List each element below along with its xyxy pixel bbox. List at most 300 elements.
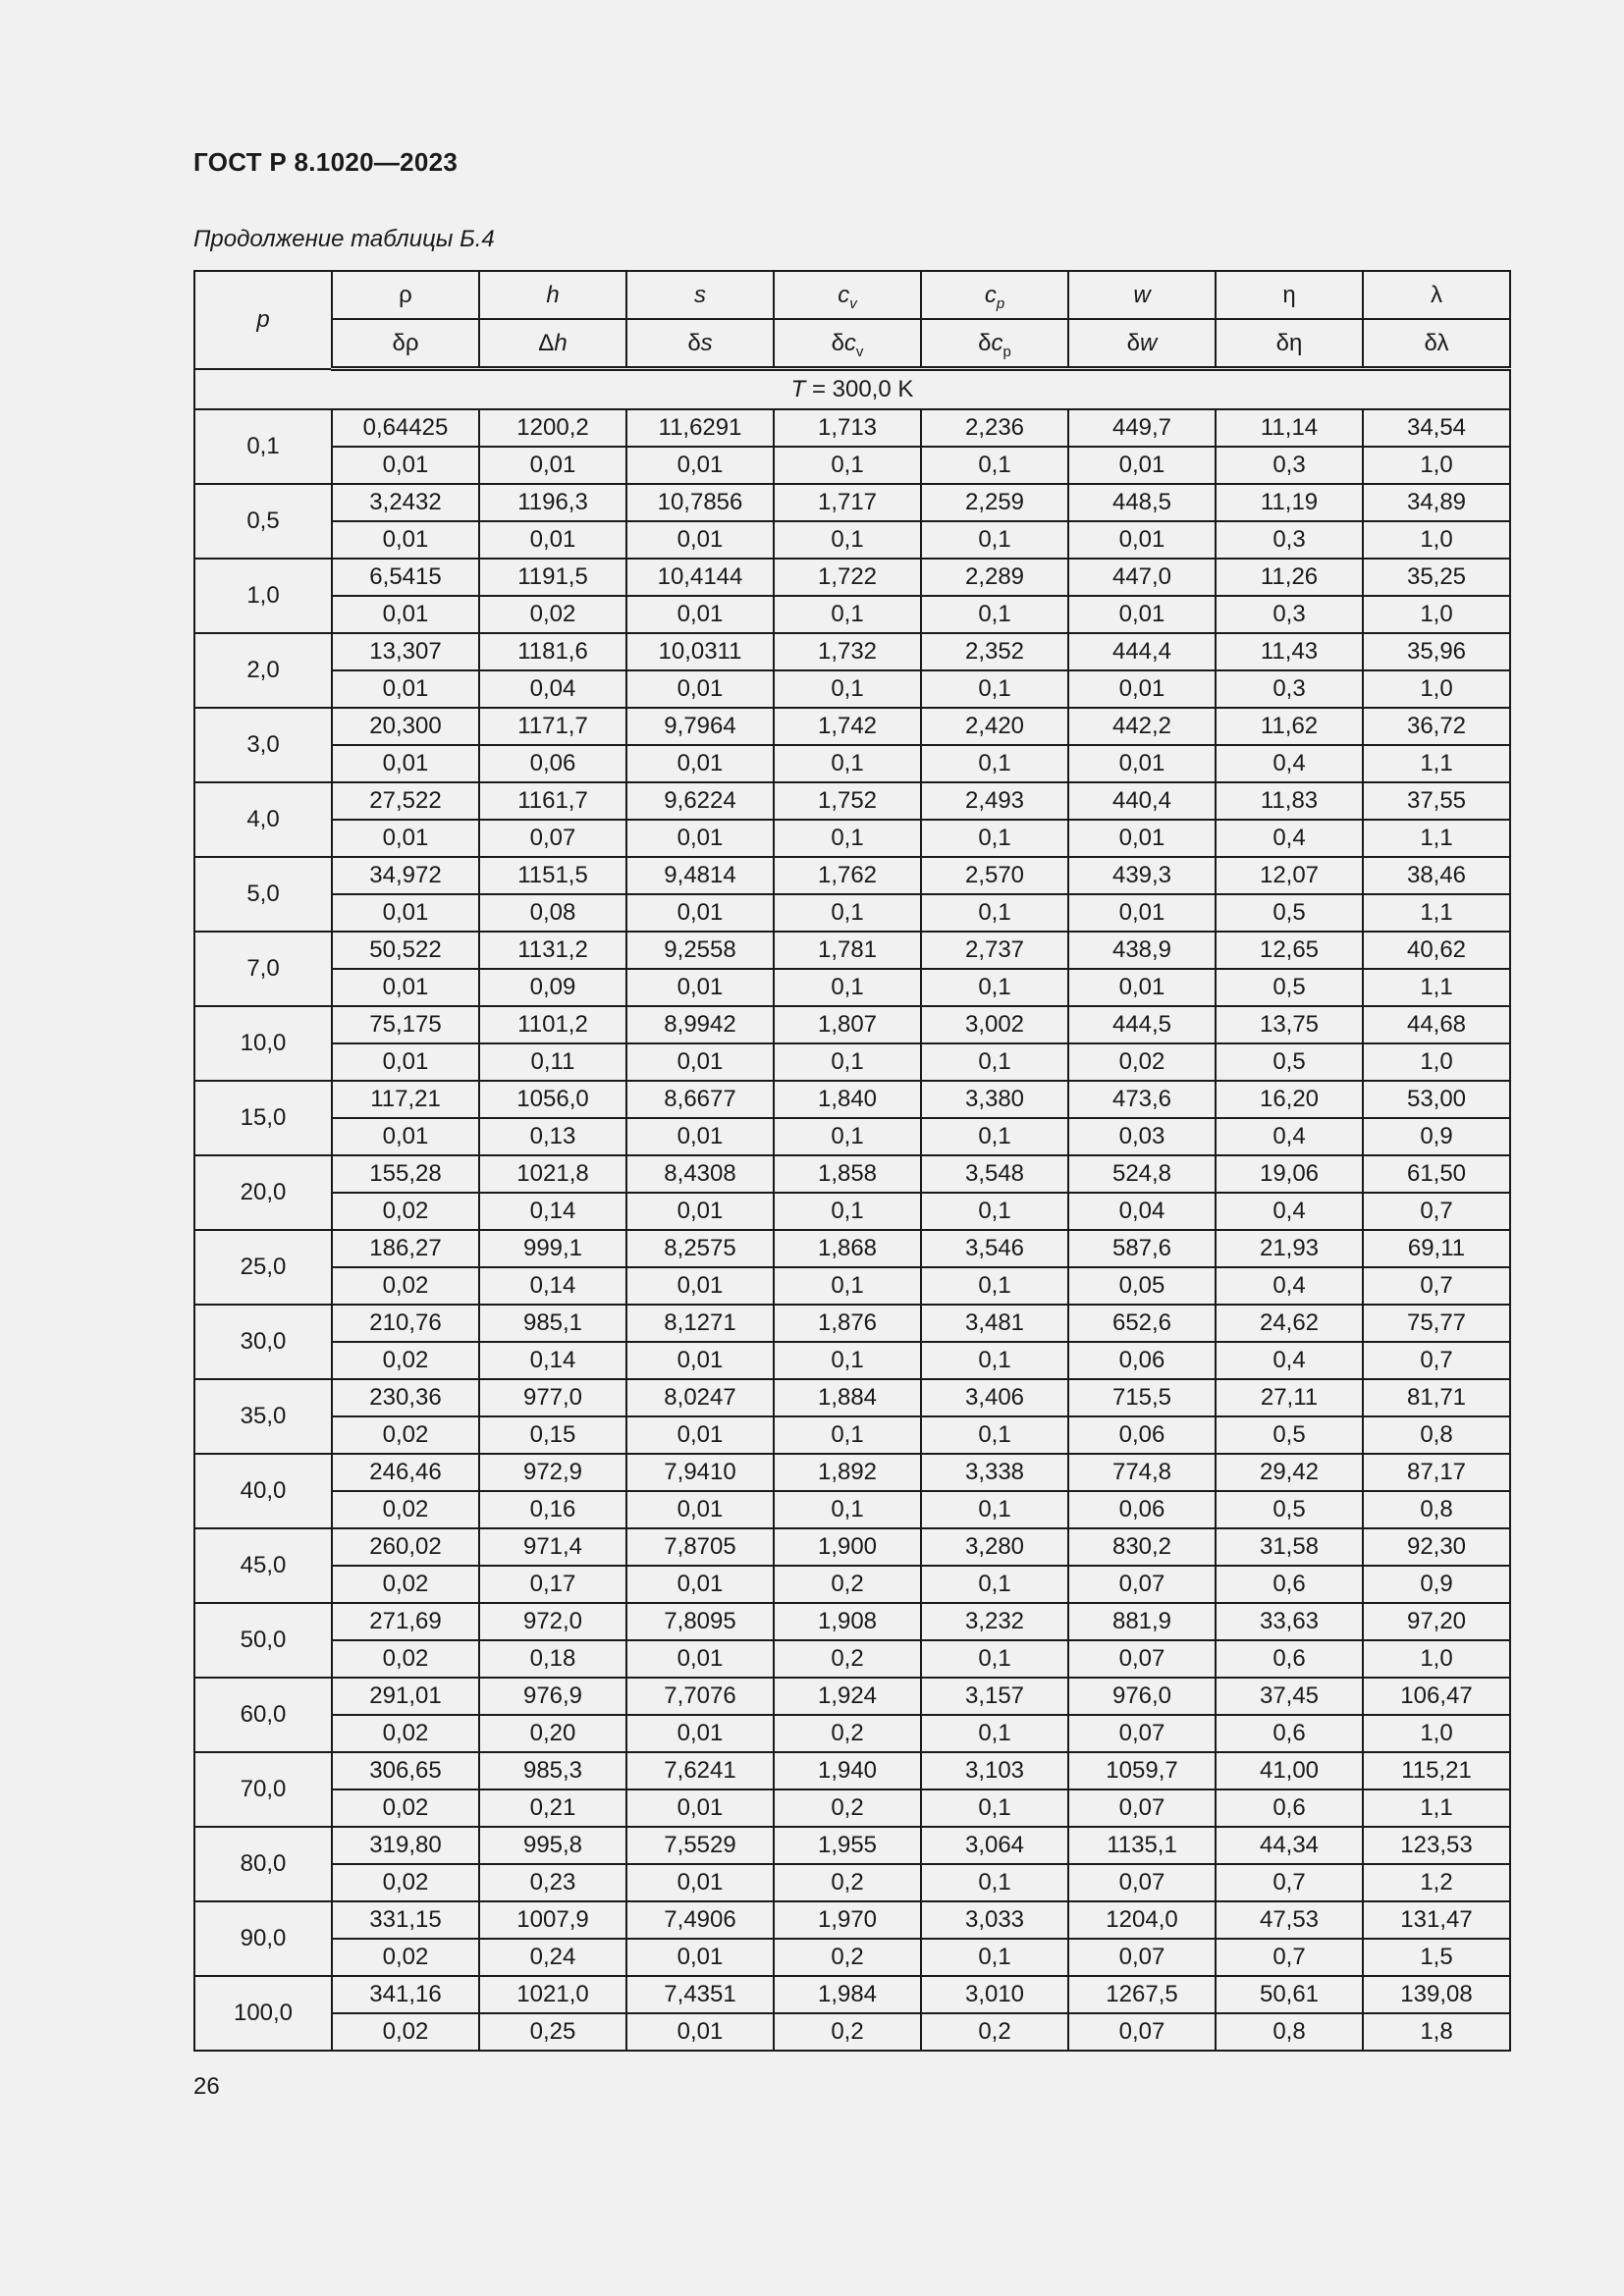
table-row-uncertainties (194, 1789, 1510, 1827)
table-row-uncertainties (194, 1864, 1510, 1901)
header-quantity (921, 271, 1068, 319)
uncertainty-cell: 0,17 (479, 1566, 626, 1603)
table-row-uncertainties (194, 1566, 1510, 1603)
value-cell: 37,55 (1363, 782, 1510, 820)
value-cell: 33,63 (1216, 1603, 1363, 1640)
table-row-uncertainties (194, 596, 1510, 633)
value-cell: 210,76 (332, 1305, 479, 1342)
value-cell: 1,924 (774, 1678, 921, 1715)
value-cell: 2,289 (921, 559, 1068, 596)
header-uncertainty-prefix: δ (1126, 330, 1140, 356)
uncertainty-cell: 0,01 (626, 1416, 774, 1454)
uncertainty-cell: 0,02 (332, 1566, 479, 1603)
value-cell: 38,46 (1363, 857, 1510, 894)
value-cell: 1,732 (774, 633, 921, 670)
pressure-cell: 100,0 (194, 1976, 332, 2051)
uncertainty-cell: 0,01 (626, 894, 774, 932)
value-cell: 3,546 (921, 1230, 1068, 1267)
uncertainty-cell: 0,2 (774, 1640, 921, 1678)
table-row-values (194, 1155, 1510, 1193)
pressure-cell: 50,0 (194, 1603, 332, 1678)
value-cell: 976,9 (479, 1678, 626, 1715)
uncertainty-cell: 0,11 (479, 1043, 626, 1081)
uncertainty-cell: 0,02 (332, 1640, 479, 1678)
value-cell: 13,75 (1216, 1006, 1363, 1043)
table-row-values (194, 409, 1510, 447)
value-cell: 10,4144 (626, 559, 774, 596)
value-cell: 131,47 (1363, 1901, 1510, 1939)
uncertainty-cell: 0,1 (921, 1491, 1068, 1528)
uncertainty-cell: 0,20 (479, 1715, 626, 1752)
value-cell: 2,352 (921, 633, 1068, 670)
table-row-uncertainties (194, 1640, 1510, 1678)
uncertainty-cell: 0,01 (1068, 745, 1216, 782)
uncertainty-cell: 1,1 (1363, 1789, 1510, 1827)
value-cell: 44,68 (1363, 1006, 1510, 1043)
uncertainty-cell: 0,1 (921, 1342, 1068, 1379)
value-cell: 40,62 (1363, 932, 1510, 969)
value-cell: 1,876 (774, 1305, 921, 1342)
value-cell: 7,7076 (626, 1678, 774, 1715)
value-cell: 9,7964 (626, 708, 774, 745)
pressure-cell: 80,0 (194, 1827, 332, 1901)
value-cell: 11,14 (1216, 409, 1363, 447)
value-cell: 439,3 (1068, 857, 1216, 894)
uncertainty-cell: 0,05 (1068, 1267, 1216, 1305)
uncertainty-cell: 0,1 (921, 1864, 1068, 1901)
pressure-cell: 35,0 (194, 1379, 332, 1454)
value-cell: 31,58 (1216, 1528, 1363, 1566)
value-cell: 34,89 (1363, 484, 1510, 521)
uncertainty-cell: 0,3 (1216, 521, 1363, 559)
uncertainty-cell: 1,1 (1363, 894, 1510, 932)
header-uncertainty-prefix: δ (392, 330, 406, 356)
header-uncertainty (1216, 319, 1363, 369)
pressure-cell: 25,0 (194, 1230, 332, 1305)
header-quantity-symbol: s (694, 282, 706, 308)
uncertainty-cell: 0,1 (921, 1789, 1068, 1827)
uncertainty-cell: 0,1 (774, 1491, 921, 1528)
uncertainty-cell: 0,01 (1068, 447, 1216, 484)
uncertainty-cell: 0,02 (479, 596, 626, 633)
properties-table (193, 270, 1511, 2052)
uncertainty-cell: 0,02 (332, 1491, 479, 1528)
uncertainty-cell: 0,04 (479, 670, 626, 708)
table-row-values (194, 1305, 1510, 1342)
value-cell: 230,36 (332, 1379, 479, 1416)
uncertainty-cell: 0,01 (1068, 969, 1216, 1006)
pressure-cell: 1,0 (194, 559, 332, 633)
uncertainty-cell: 0,1 (921, 447, 1068, 484)
uncertainty-cell: 0,1 (921, 745, 1068, 782)
header-uncertainty-symbol: h (554, 330, 568, 356)
pressure-cell: 5,0 (194, 857, 332, 932)
value-cell: 7,4906 (626, 1901, 774, 1939)
uncertainty-cell: 0,01 (1068, 820, 1216, 857)
table-row-values (194, 559, 1510, 596)
pressure-cell: 7,0 (194, 932, 332, 1006)
value-cell: 61,50 (1363, 1155, 1510, 1193)
value-cell: 587,6 (1068, 1230, 1216, 1267)
uncertainty-cell: 0,4 (1216, 820, 1363, 857)
value-cell: 524,8 (1068, 1155, 1216, 1193)
value-cell: 1191,5 (479, 559, 626, 596)
header-quantity-subscript: p (996, 295, 1005, 312)
uncertainty-cell: 0,01 (626, 745, 774, 782)
uncertainty-cell: 0,1 (921, 596, 1068, 633)
value-cell: 1181,6 (479, 633, 626, 670)
value-cell: 10,0311 (626, 633, 774, 670)
value-cell: 985,1 (479, 1305, 626, 1342)
header-quantity (626, 271, 774, 319)
header-uncertainty-symbol: c (843, 330, 856, 356)
uncertainty-cell: 1,1 (1363, 745, 1510, 782)
value-cell: 34,972 (332, 857, 479, 894)
value-cell: 1,900 (774, 1528, 921, 1566)
table-row-uncertainties (194, 447, 1510, 484)
value-cell: 1,908 (774, 1603, 921, 1640)
uncertainty-cell: 0,01 (332, 1118, 479, 1155)
value-cell: 3,033 (921, 1901, 1068, 1939)
header-quantity (479, 271, 626, 319)
header-quantity-symbol: h (546, 282, 560, 308)
uncertainty-cell: 1,0 (1363, 1640, 1510, 1678)
value-cell: 87,17 (1363, 1454, 1510, 1491)
value-cell: 8,4308 (626, 1155, 774, 1193)
value-cell: 36,72 (1363, 708, 1510, 745)
value-cell: 971,4 (479, 1528, 626, 1566)
uncertainty-cell: 0,01 (626, 1267, 774, 1305)
value-cell: 12,07 (1216, 857, 1363, 894)
value-cell: 2,493 (921, 782, 1068, 820)
value-cell: 1,884 (774, 1379, 921, 1416)
table-row-uncertainties (194, 1193, 1510, 1230)
uncertainty-cell: 0,25 (479, 2013, 626, 2051)
value-cell: 11,83 (1216, 782, 1363, 820)
header-row-quantities (194, 271, 1510, 319)
pressure-cell: 45,0 (194, 1528, 332, 1603)
uncertainty-cell: 0,01 (332, 894, 479, 932)
uncertainty-cell: 0,14 (479, 1193, 626, 1230)
value-cell: 2,259 (921, 484, 1068, 521)
pressure-cell: 90,0 (194, 1901, 332, 1976)
value-cell: 3,280 (921, 1528, 1068, 1566)
value-cell: 1171,7 (479, 708, 626, 745)
table-row-uncertainties (194, 969, 1510, 1006)
uncertainty-cell: 0,01 (626, 670, 774, 708)
value-cell: 1135,1 (1068, 1827, 1216, 1864)
uncertainty-cell: 1,8 (1363, 2013, 1510, 2051)
table-row-values (194, 1827, 1510, 1864)
value-cell: 9,4814 (626, 857, 774, 894)
value-cell: 1,807 (774, 1006, 921, 1043)
value-cell: 27,11 (1216, 1379, 1363, 1416)
table-row-uncertainties (194, 820, 1510, 857)
value-cell: 438,9 (1068, 932, 1216, 969)
header-quantity-symbol: ρ (399, 282, 412, 308)
uncertainty-cell: 0,01 (332, 447, 479, 484)
header-uncertainty (774, 319, 921, 369)
pressure-cell: 3,0 (194, 708, 332, 782)
uncertainty-cell: 0,02 (332, 1864, 479, 1901)
value-cell: 341,16 (332, 1976, 479, 2013)
value-cell: 2,420 (921, 708, 1068, 745)
value-cell: 2,570 (921, 857, 1068, 894)
value-cell: 246,46 (332, 1454, 479, 1491)
value-cell: 652,6 (1068, 1305, 1216, 1342)
uncertainty-cell: 0,5 (1216, 1491, 1363, 1528)
uncertainty-cell: 0,1 (921, 1193, 1068, 1230)
value-cell: 75,77 (1363, 1305, 1510, 1342)
uncertainty-cell: 0,01 (626, 1193, 774, 1230)
uncertainty-cell: 0,1 (774, 596, 921, 633)
table-row-values (194, 484, 1510, 521)
value-cell: 37,45 (1216, 1678, 1363, 1715)
uncertainty-cell: 0,8 (1216, 2013, 1363, 2051)
value-cell: 976,0 (1068, 1678, 1216, 1715)
value-cell: 16,20 (1216, 1081, 1363, 1118)
value-cell: 7,4351 (626, 1976, 774, 2013)
table-row-values (194, 1901, 1510, 1939)
uncertainty-cell: 0,01 (626, 2013, 774, 2051)
temperature-symbol: T (790, 376, 806, 402)
uncertainty-cell: 0,2 (774, 1939, 921, 1976)
header-uncertainty-symbol: c (991, 330, 1003, 356)
header-uncertainty-symbol: λ (1436, 330, 1449, 356)
table-row-uncertainties (194, 1342, 1510, 1379)
value-cell: 3,406 (921, 1379, 1068, 1416)
uncertainty-cell: 0,02 (332, 1342, 479, 1379)
uncertainty-cell: 0,1 (774, 1193, 921, 1230)
header-uncertainty (479, 319, 626, 369)
uncertainty-cell: 0,01 (1068, 894, 1216, 932)
header-uncertainty-prefix: δ (831, 330, 844, 356)
header-uncertainty (1363, 319, 1510, 369)
value-cell: 8,1271 (626, 1305, 774, 1342)
pressure-cell: 2,0 (194, 633, 332, 708)
uncertainty-cell: 0,01 (626, 969, 774, 1006)
uncertainty-cell: 0,06 (479, 745, 626, 782)
value-cell: 3,338 (921, 1454, 1068, 1491)
header-uncertainty-subscript: v (855, 344, 864, 360)
value-cell: 1267,5 (1068, 1976, 1216, 2013)
table-row-uncertainties (194, 2013, 1510, 2051)
uncertainty-cell: 0,01 (626, 1864, 774, 1901)
header-uncertainty-symbol: w (1140, 330, 1158, 356)
value-cell: 260,02 (332, 1528, 479, 1566)
uncertainty-cell: 1,0 (1363, 447, 1510, 484)
uncertainty-cell: 0,01 (626, 596, 774, 633)
uncertainty-cell: 0,2 (774, 1715, 921, 1752)
uncertainty-cell: 1,1 (1363, 820, 1510, 857)
value-cell: 1204,0 (1068, 1901, 1216, 1939)
value-cell: 449,7 (1068, 409, 1216, 447)
uncertainty-cell: 0,1 (921, 521, 1068, 559)
table-row-uncertainties (194, 1118, 1510, 1155)
uncertainty-cell: 0,13 (479, 1118, 626, 1155)
pressure-cell: 0,1 (194, 409, 332, 484)
uncertainty-cell: 0,01 (626, 1715, 774, 1752)
value-cell: 881,9 (1068, 1603, 1216, 1640)
header-uncertainty-symbol: η (1289, 330, 1303, 356)
uncertainty-cell: 0,01 (1068, 670, 1216, 708)
header-uncertainty-prefix: δ (978, 330, 992, 356)
uncertainty-cell: 0,1 (921, 1267, 1068, 1305)
value-cell: 3,380 (921, 1081, 1068, 1118)
value-cell: 13,307 (332, 633, 479, 670)
uncertainty-cell: 0,4 (1216, 1118, 1363, 1155)
pressure-cell: 15,0 (194, 1081, 332, 1155)
value-cell: 7,9410 (626, 1454, 774, 1491)
uncertainty-cell: 0,5 (1216, 1043, 1363, 1081)
uncertainty-cell: 0,24 (479, 1939, 626, 1976)
value-cell: 1,742 (774, 708, 921, 745)
uncertainty-cell: 0,6 (1216, 1640, 1363, 1678)
value-cell: 1131,2 (479, 932, 626, 969)
header-quantity (1068, 271, 1216, 319)
value-cell: 447,0 (1068, 559, 1216, 596)
table-row-values (194, 1976, 1510, 2013)
pressure-cell: 30,0 (194, 1305, 332, 1379)
header-quantity (332, 271, 479, 319)
uncertainty-cell: 0,01 (626, 447, 774, 484)
value-cell: 50,61 (1216, 1976, 1363, 2013)
uncertainty-cell: 0,03 (1068, 1118, 1216, 1155)
value-cell: 92,30 (1363, 1528, 1510, 1566)
uncertainty-cell: 0,08 (479, 894, 626, 932)
value-cell: 35,25 (1363, 559, 1510, 596)
pressure-cell: 0,5 (194, 484, 332, 559)
uncertainty-cell: 0,1 (921, 1640, 1068, 1678)
pressure-cell: 40,0 (194, 1454, 332, 1528)
pressure-cell: 70,0 (194, 1752, 332, 1827)
uncertainty-cell: 0,1 (921, 820, 1068, 857)
table-row-uncertainties (194, 745, 1510, 782)
table-row-uncertainties (194, 1043, 1510, 1081)
uncertainty-cell: 0,06 (1068, 1491, 1216, 1528)
uncertainty-cell: 0,1 (921, 969, 1068, 1006)
table-row-values (194, 1379, 1510, 1416)
uncertainty-cell: 0,7 (1363, 1193, 1510, 1230)
header-uncertainty (332, 319, 479, 369)
value-cell: 774,8 (1068, 1454, 1216, 1491)
uncertainty-cell: 0,2 (774, 1864, 921, 1901)
uncertainty-cell: 0,3 (1216, 596, 1363, 633)
value-cell: 1,868 (774, 1230, 921, 1267)
uncertainty-cell: 0,01 (332, 969, 479, 1006)
uncertainty-cell: 1,5 (1363, 1939, 1510, 1976)
uncertainty-cell: 0,1 (921, 1566, 1068, 1603)
header-pressure: p (194, 271, 332, 369)
value-cell: 306,65 (332, 1752, 479, 1789)
uncertainty-cell: 0,07 (1068, 1939, 1216, 1976)
value-cell: 3,157 (921, 1678, 1068, 1715)
value-cell: 972,9 (479, 1454, 626, 1491)
value-cell: 3,232 (921, 1603, 1068, 1640)
uncertainty-cell: 0,7 (1363, 1342, 1510, 1379)
value-cell: 1056,0 (479, 1081, 626, 1118)
value-cell: 11,19 (1216, 484, 1363, 521)
pressure-cell: 4,0 (194, 782, 332, 857)
uncertainty-cell: 0,1 (921, 1043, 1068, 1081)
value-cell: 1,781 (774, 932, 921, 969)
uncertainty-cell: 0,1 (774, 745, 921, 782)
uncertainty-cell: 0,01 (332, 1043, 479, 1081)
value-cell: 1,892 (774, 1454, 921, 1491)
uncertainty-cell: 0,07 (1068, 1640, 1216, 1678)
value-cell: 444,4 (1068, 633, 1216, 670)
uncertainty-cell: 0,07 (1068, 1789, 1216, 1827)
uncertainty-cell: 0,09 (479, 969, 626, 1006)
table-row-uncertainties (194, 1267, 1510, 1305)
table-caption: Продолжение таблицы Б.4 (193, 226, 495, 252)
uncertainty-cell: 0,06 (1068, 1416, 1216, 1454)
header-uncertainty (626, 319, 774, 369)
uncertainty-cell: 0,01 (626, 1118, 774, 1155)
uncertainty-cell: 1,0 (1363, 1715, 1510, 1752)
uncertainty-cell: 0,1 (774, 447, 921, 484)
value-cell: 1101,2 (479, 1006, 626, 1043)
uncertainty-cell: 1,1 (1363, 969, 1510, 1006)
uncertainty-cell: 0,1 (921, 670, 1068, 708)
temperature-label (194, 369, 1510, 410)
value-cell: 9,2558 (626, 932, 774, 969)
uncertainty-cell: 0,02 (332, 1267, 479, 1305)
value-cell: 11,62 (1216, 708, 1363, 745)
value-cell: 186,27 (332, 1230, 479, 1267)
header-quantity-symbol: c (984, 282, 997, 308)
value-cell: 1007,9 (479, 1901, 626, 1939)
uncertainty-cell: 0,7 (1216, 1939, 1363, 1976)
uncertainty-cell: 0,02 (332, 1715, 479, 1752)
uncertainty-cell: 0,01 (479, 447, 626, 484)
document-title: ГОСТ Р 8.1020—2023 (193, 147, 459, 177)
uncertainty-cell: 0,01 (332, 521, 479, 559)
uncertainty-cell: 0,2 (921, 2013, 1068, 2051)
value-cell: 7,8095 (626, 1603, 774, 1640)
uncertainty-cell: 1,0 (1363, 521, 1510, 559)
value-cell: 97,20 (1363, 1603, 1510, 1640)
table-row-values (194, 782, 1510, 820)
table-row-uncertainties (194, 1416, 1510, 1454)
value-cell: 972,0 (479, 1603, 626, 1640)
table-row-values (194, 708, 1510, 745)
table-row-uncertainties (194, 521, 1510, 559)
value-cell: 155,28 (332, 1155, 479, 1193)
value-cell: 1021,0 (479, 1976, 626, 2013)
page-number: 26 (193, 2073, 220, 2100)
value-cell: 24,62 (1216, 1305, 1363, 1342)
uncertainty-cell: 0,02 (332, 1789, 479, 1827)
value-cell: 6,5415 (332, 559, 479, 596)
table-row-uncertainties (194, 670, 1510, 708)
value-cell: 11,6291 (626, 409, 774, 447)
uncertainty-cell: 0,07 (1068, 1864, 1216, 1901)
value-cell: 47,53 (1216, 1901, 1363, 1939)
value-cell: 7,5529 (626, 1827, 774, 1864)
value-cell: 20,300 (332, 708, 479, 745)
table-row-values (194, 932, 1510, 969)
uncertainty-cell: 0,01 (626, 1640, 774, 1678)
header-uncertainty-prefix: δ (1424, 330, 1437, 356)
table-row-uncertainties (194, 894, 1510, 932)
uncertainty-cell: 0,1 (774, 969, 921, 1006)
table-row-values (194, 1454, 1510, 1491)
uncertainty-cell: 0,1 (774, 1416, 921, 1454)
pressure-cell: 20,0 (194, 1155, 332, 1230)
uncertainty-cell: 1,0 (1363, 596, 1510, 633)
uncertainty-cell: 0,01 (1068, 521, 1216, 559)
